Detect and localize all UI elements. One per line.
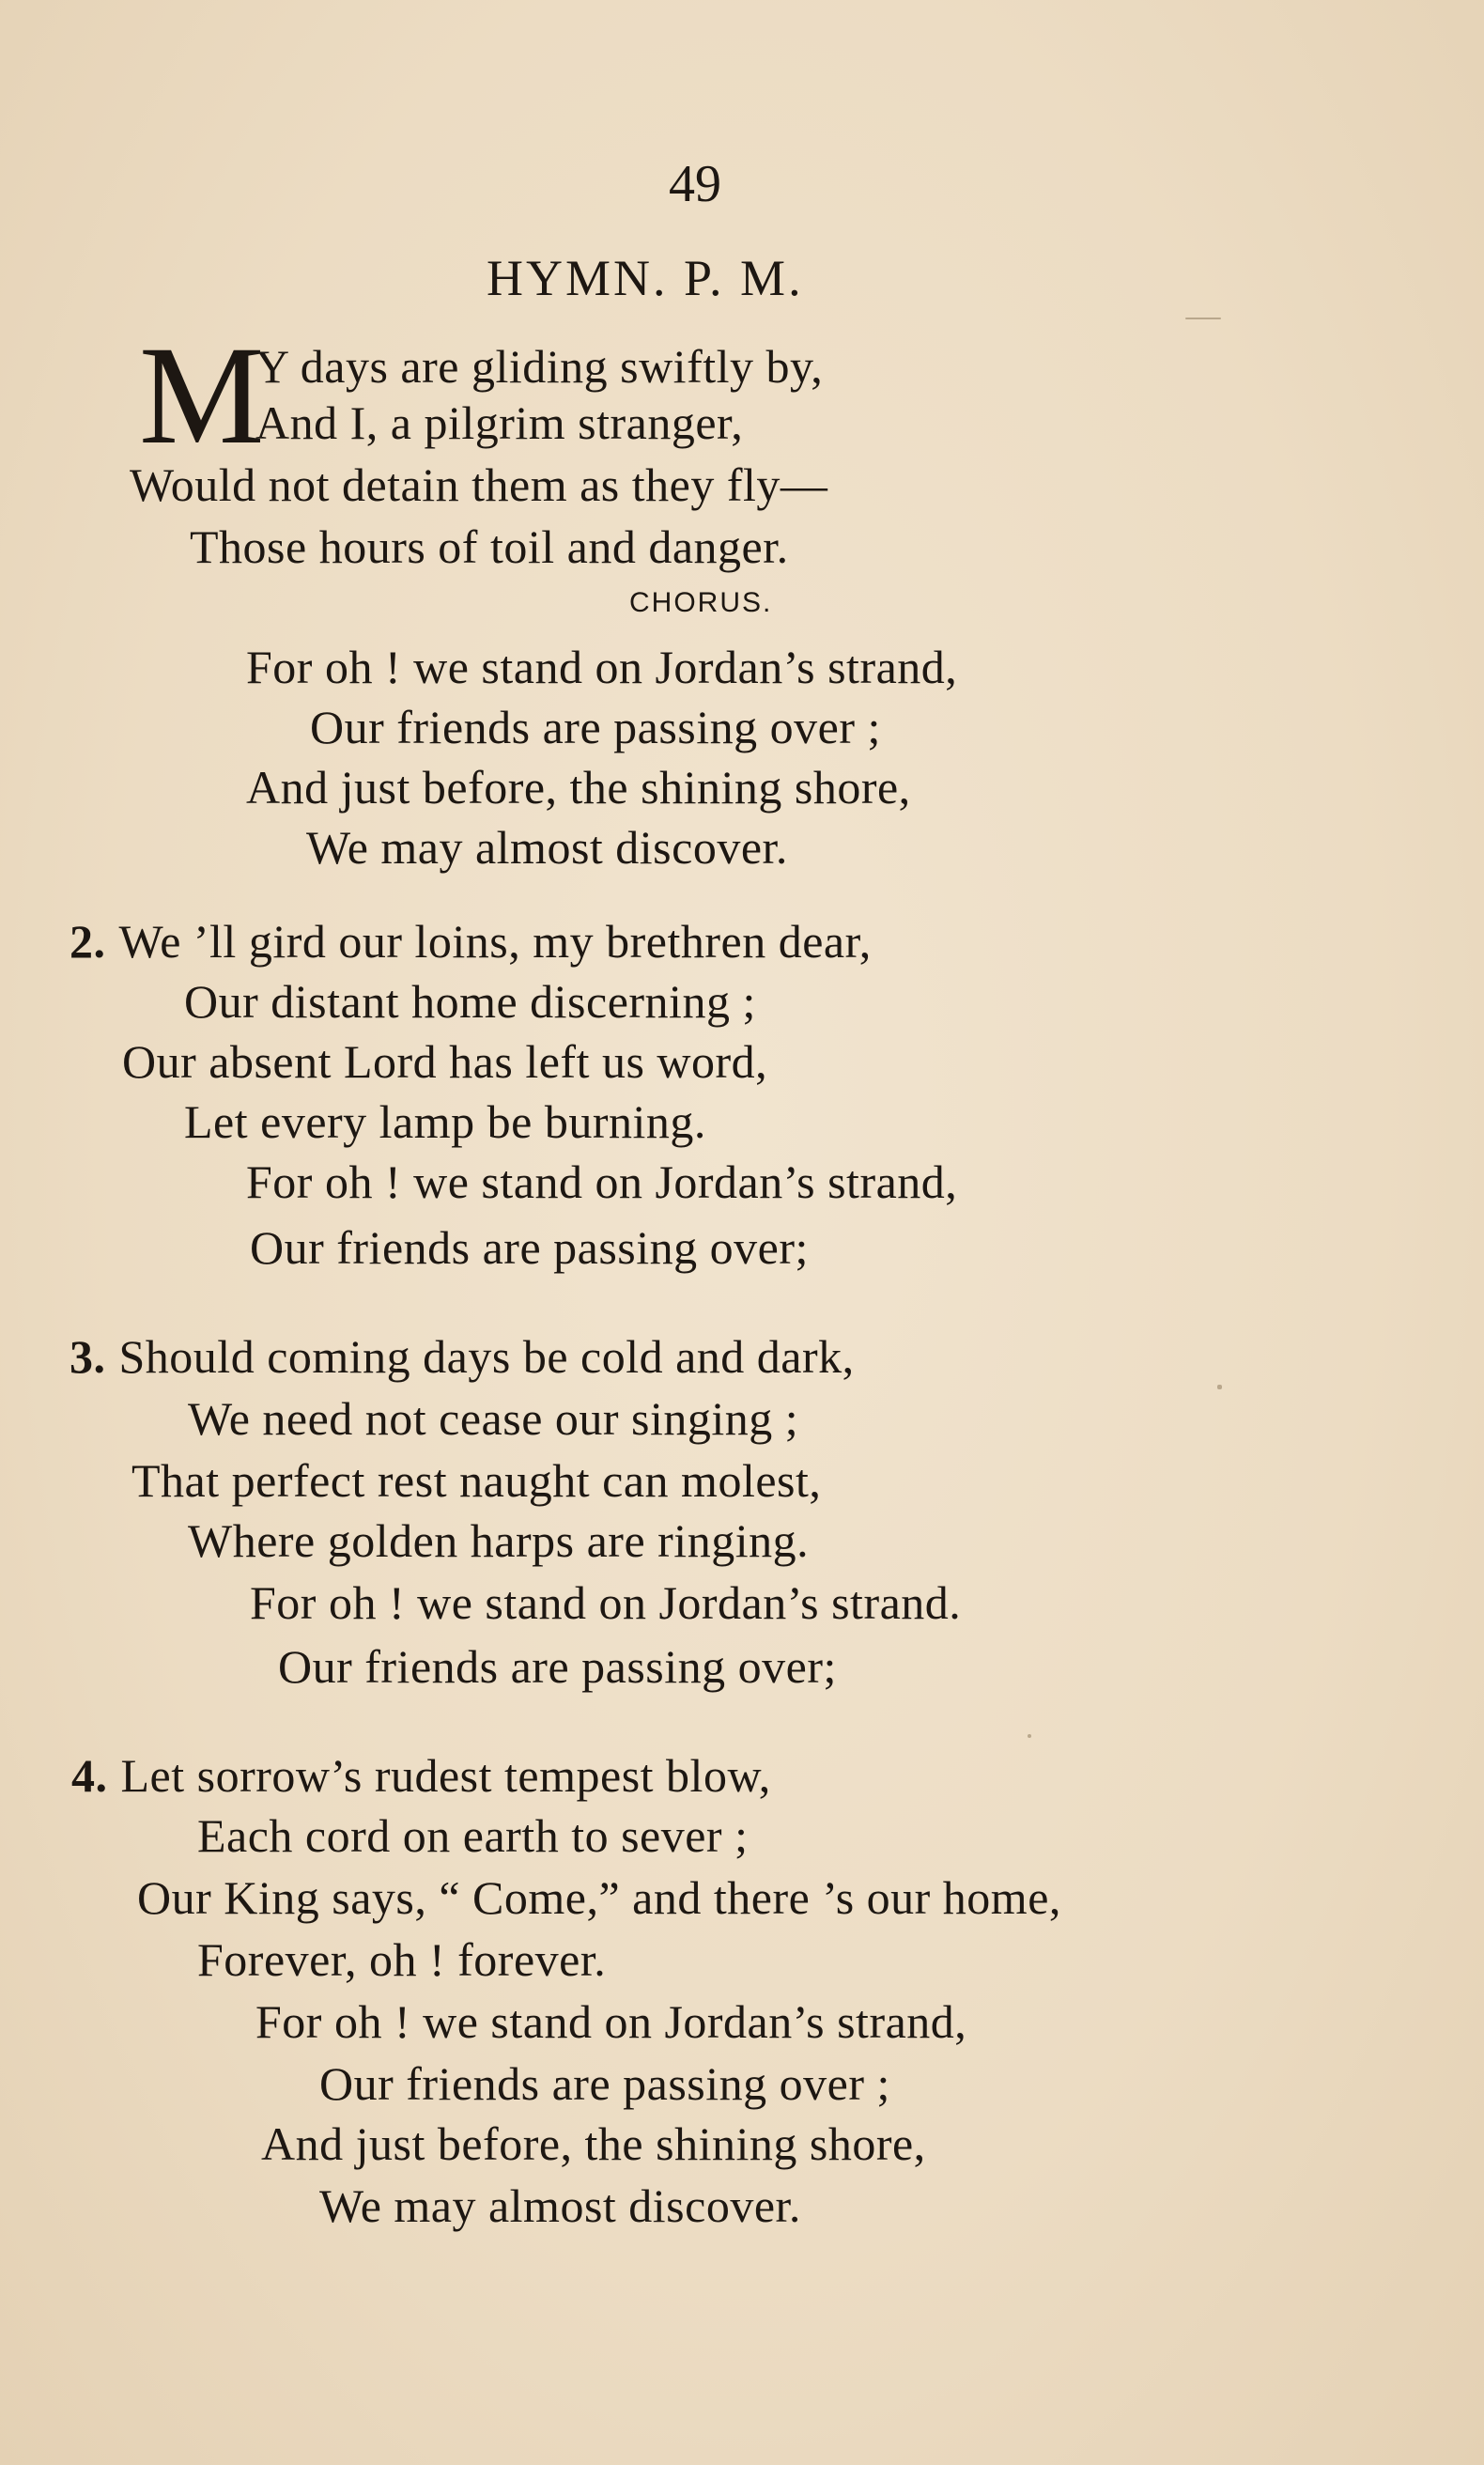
chorus-line-3: And just before, the shining shore, — [246, 761, 911, 814]
verse-2-line-2: Our distant home discerning ; — [184, 975, 756, 1028]
verse-1-line-2: And I, a pilgrim stranger, — [255, 396, 744, 449]
verse-4-line-3: Our King says, “ Come,” and there ’s our home, — [137, 1871, 1061, 1924]
verse-2-refrain-1: For oh ! we stand on Jordan’s strand, — [246, 1155, 958, 1208]
verse-3-refrain-2: Our friends are passing over; — [278, 1640, 837, 1693]
verse-1-line-3: Would not detain them as they fly— — [130, 458, 828, 511]
paper-speck — [1185, 318, 1221, 319]
verse-4-refrain-1: For oh ! we stand on Jordan’s strand, — [255, 1995, 967, 2048]
chorus-line-4: We may almost discover. — [306, 821, 788, 874]
paper-speck — [1028, 1734, 1031, 1738]
verse-3-number: 3. — [70, 1330, 106, 1383]
chorus-label: CHORUS. — [629, 587, 773, 618]
verse-3-line-4: Where golden harps are ringing. — [188, 1514, 810, 1567]
page-number: 49 — [669, 155, 721, 213]
verse-3-line-2: We need not cease our singing ; — [188, 1392, 799, 1445]
verse-1-line-1: Y days are gliding swiftly by, — [255, 340, 824, 393]
verse-2-line-1 — [70, 913, 872, 969]
verse-2-refrain-2: Our friends are passing over; — [250, 1221, 809, 1274]
verse-4-refrain-4: We may almost discover. — [319, 2179, 801, 2232]
verse-4-line-1 — [71, 1747, 771, 1804]
verse-1-line-4: Those hours of toil and danger. — [190, 520, 789, 573]
verse-4-refrain-3: And just before, the shining shore, — [261, 2117, 926, 2170]
verse-2-line-4: Let every lamp be burning. — [184, 1095, 706, 1148]
paper-speck — [1217, 1385, 1222, 1389]
verse-3-line-3: That perfect rest naught can molest, — [131, 1454, 822, 1507]
verse-4-line-4: Forever, oh ! forever. — [197, 1933, 607, 1986]
verse-3-line-1 — [70, 1328, 855, 1385]
verse-2-line-3: Our absent Lord has left us word, — [122, 1035, 768, 1088]
verse-2-line-1-text: We ’ll gird our loins, my brethren dear, — [118, 915, 872, 968]
verse-3-line-1-text: Should coming days be cold and dark, — [118, 1330, 855, 1383]
verse-4-number: 4. — [71, 1749, 108, 1802]
verse-3-refrain-1: For oh ! we stand on Jordan’s strand. — [250, 1576, 962, 1629]
chorus-line-2: Our friends are passing over ; — [310, 701, 881, 753]
hymn-title: HYMN. P. M. — [487, 250, 804, 306]
drop-cap: M — [139, 318, 265, 473]
chorus-line-1: For oh ! we stand on Jordan’s strand, — [246, 641, 958, 693]
verse-4-line-2: Each cord on earth to sever ; — [197, 1809, 749, 1862]
verse-4-refrain-2: Our friends are passing over ; — [319, 2057, 890, 2110]
verse-4-line-1-text: Let sorrow’s rudest tempest blow, — [120, 1749, 771, 1802]
verse-2-number: 2. — [70, 915, 106, 968]
